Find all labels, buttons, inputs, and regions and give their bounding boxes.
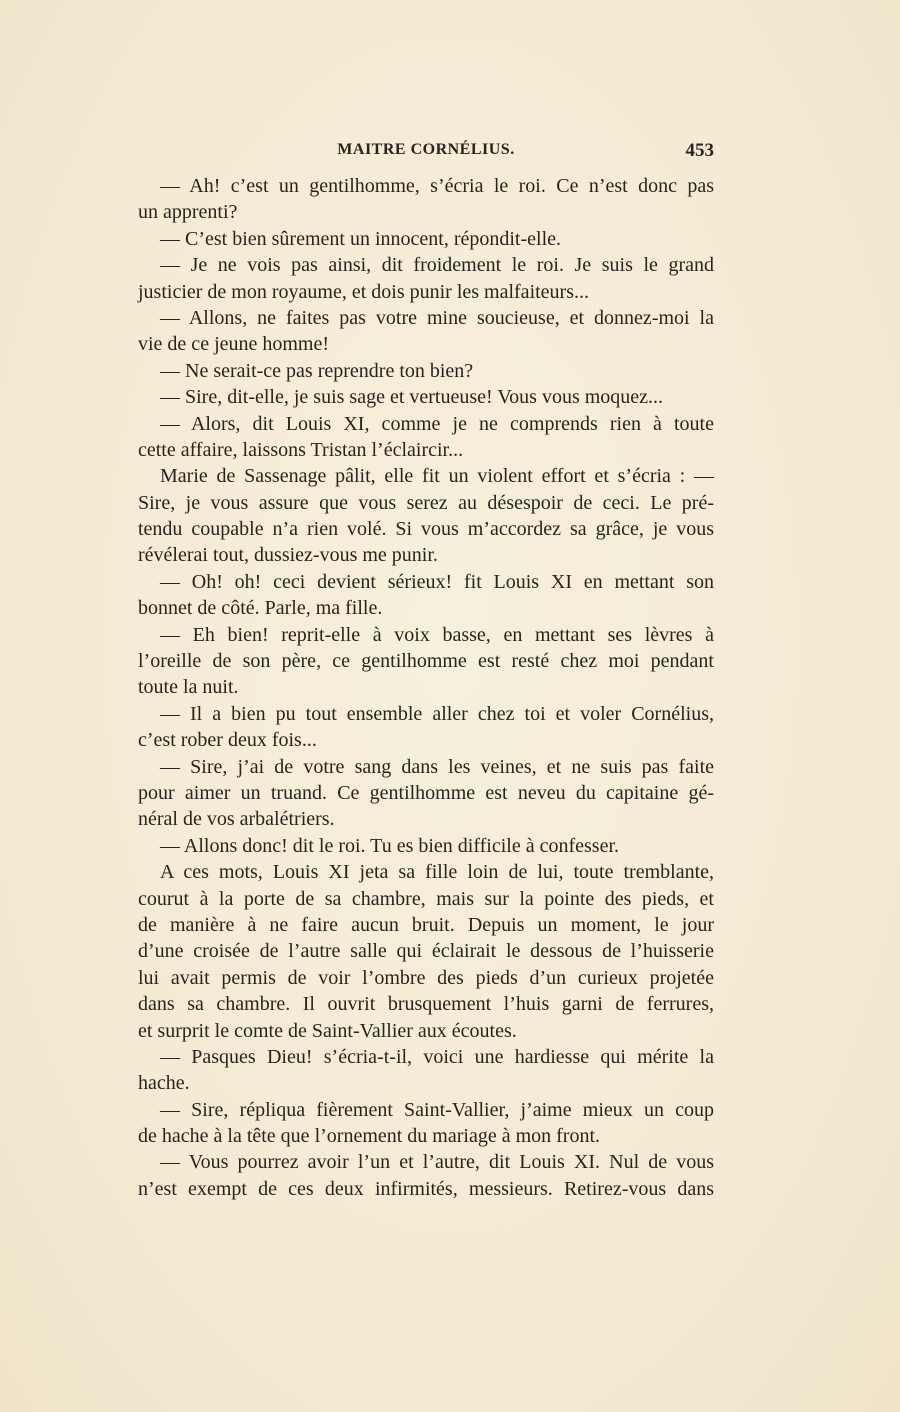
page-header <box>138 141 714 167</box>
paragraph <box>138 226 714 252</box>
text-line: lui avait permis de voir l’ombre des pieds d’un curieux projetée <box>138 966 714 989</box>
text-line: Sire, je vous assure que vous serez au désespoir de ceci. Le pré- <box>138 491 714 514</box>
text-line: c’est rober deux fois... <box>138 729 317 752</box>
text-line: Marie de Sassenage pâlit, elle fit un violent effort et s’écria : — <box>160 465 714 488</box>
text-line: — Allons, ne faites pas votre mine soucieuse, et donnez-moi la <box>160 306 714 329</box>
text-line: de hache à la tête que l’ornement du mariage à mon front. <box>138 1125 601 1148</box>
text-line: tendu coupable n’a rien volé. Si vous m’accordez sa grâce, je vous <box>138 518 714 541</box>
paragraph <box>138 622 714 701</box>
text-line: justicier de mon royaume, et dois punir les malfaiteurs... <box>138 280 589 303</box>
text-line: — Sire, répliqua fièrement Saint-Vallier, j’aime mieux un coup <box>160 1098 714 1121</box>
text-line: — Eh bien! reprit-elle à voix basse, en mettant ses lèvres à <box>160 623 714 646</box>
paragraph <box>138 358 714 384</box>
text-line: A ces mots, Louis XI jeta sa fille loin de lui, toute tremblante, <box>160 861 714 884</box>
text-line: — Pasques Dieu! s’écria-t-il, voici une hardiesse qui mérite la <box>160 1045 714 1068</box>
text-line: — Oh! oh! ceci devient sérieux! fit Louis XI en mettant son <box>160 570 714 593</box>
paragraph <box>138 173 714 226</box>
text-line: — Je ne vois pas ainsi, dit froidement le roi. Je suis le grand <box>160 254 714 277</box>
paragraph <box>138 859 714 1044</box>
text-line: un apprenti? <box>138 201 238 224</box>
paragraph <box>138 305 714 358</box>
text-line: vie de ce jeune homme! <box>138 333 330 356</box>
text-line: et surprit le comte de Saint-Vallier aux écoutes. <box>138 1019 517 1042</box>
paragraph <box>138 701 714 754</box>
text-line: — Allons donc! dit le roi. Tu es bien difficile à confesser. <box>160 834 620 857</box>
text-line: — Vous pourrez avoir l’un et l’autre, dit Louis XI. Nul de vous <box>160 1151 714 1174</box>
page-number: 453 <box>685 140 714 161</box>
text-line: révélerai tout, dussiez-vous me punir. <box>138 544 438 567</box>
text-line: bonnet de côté. Parle, ma fille. <box>138 597 383 620</box>
text-line: — Il a bien pu tout ensemble aller chez toi et voler Cornélius, <box>160 702 714 725</box>
text-line: — Alors, dit Louis XI, comme je ne comprends rien à toute <box>160 412 714 435</box>
paragraph <box>138 1097 714 1150</box>
text-line: — Sire, dit-elle, je suis sage et vertueuse! Vous vous moquez... <box>160 386 664 409</box>
paragraph <box>138 1149 714 1202</box>
text-line: d’une croisée de l’autre salle qui éclairait le dessous de l’huisserie <box>138 940 714 963</box>
paragraph <box>138 463 714 569</box>
page-body-text <box>138 173 714 1202</box>
text-line: néral de vos arbalétriers. <box>138 808 335 831</box>
paragraph <box>138 384 714 410</box>
paragraph <box>138 1044 714 1097</box>
text-line: hache. <box>138 1072 190 1095</box>
text-line: cette affaire, laissons Tristan l’éclaircir... <box>138 438 464 461</box>
text-line: courut à la porte de sa chambre, mais sur la pointe des pieds, et <box>138 887 714 910</box>
text-line: dans sa chambre. Il ouvrit brusquement l’huis garni de ferrures, <box>138 993 714 1016</box>
text-line: — C’est bien sûrement un innocent, répondit-elle. <box>160 227 562 250</box>
running-title: MAITRE CORNÉLIUS. <box>337 141 515 158</box>
paragraph <box>138 411 714 464</box>
text-line: l’oreille de son père, ce gentilhomme est resté chez moi pendant <box>138 650 714 673</box>
paragraph <box>138 569 714 622</box>
text-line: — Sire, j’ai de votre sang dans les veines, et ne suis pas faite <box>160 755 714 778</box>
text-line: n’est exempt de ces deux infirmités, messieurs. Retirez-vous dans <box>138 1177 714 1200</box>
text-line: — Ah! c’est un gentilhomme, s’écria le roi. Ce n’est donc pas <box>160 175 714 197</box>
paragraph <box>138 754 714 833</box>
text-line: de manière à ne faire aucun bruit. Depuis un moment, le jour <box>138 913 714 936</box>
text-line: — Ne serait-ce pas reprendre ton bien? <box>160 359 474 382</box>
text-line: toute la nuit. <box>138 676 239 699</box>
text-line: pour aimer un truand. Ce gentilhomme est neveu du capitaine gé- <box>138 781 714 804</box>
paragraph <box>138 252 714 305</box>
paragraph <box>138 833 714 859</box>
